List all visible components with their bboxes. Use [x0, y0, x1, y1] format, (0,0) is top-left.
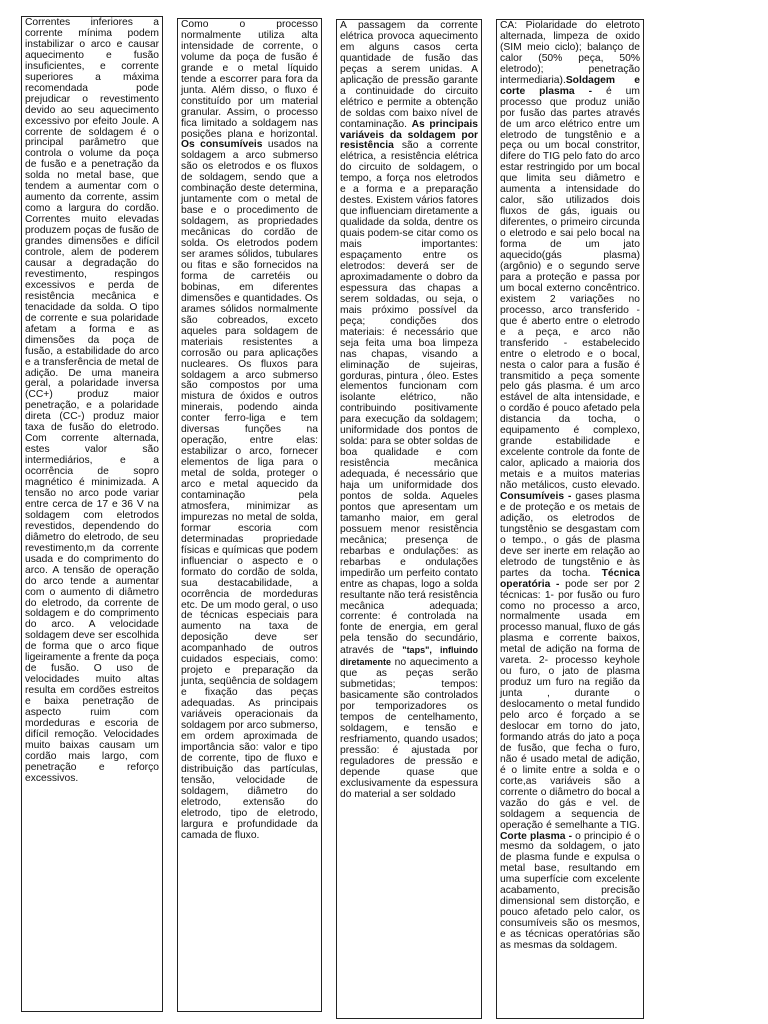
bold-heading-text: Corte plasma - — [500, 830, 573, 842]
column-paragraph — [181, 20, 318, 841]
column-paragraph — [25, 18, 159, 785]
column-paragraph — [500, 21, 640, 952]
body-text: pode ser por 2 técnicas: 1- por fusão ou furo como no processo a arco, normalmente usada em processo manual, fluxo de gás plasma e corrente baixos, metal de adição na forma de vareta. 2- processo keyhole ou furo, o jato de plasma produz um furo na região da junta , durante o deslocamento o metal fundido pelo arco é forçado a se deslocar em torno do jato, formando atrás do jato a poça de fusão, que fecha o furo, não é usado metal de adição, é o limite entre a solda e o corte,as variáveis são a corrente o diâmetro do bocal a vazão do gás e vel. de soldagem a sequencia de operação é semelhante a TIG. — [500, 578, 640, 831]
bold-heading-text: As principais variáveis da soldagem por resistência — [340, 118, 478, 152]
body-text: CA: Piolaridade do eletroto alternada, limpeza de oxido (SIM meio ciclo); balanço de calor (50% peça, 50% eletrodo); penetração intermediaria). — [500, 20, 640, 86]
text-column-4 — [496, 19, 644, 1019]
body-text: gases plasma e de proteção e os metais de adição, os eletrodos de tungstênio se desgastam com o tempo., o gás de plasma deve ser inerte em relação ao eletrodo de tungstênio e às partes da tocha. — [500, 490, 640, 579]
body-text: Correntes inferiores a corrente mínima podem instabilizar o arco e causar aquecimento e fusão insuficientes, e corrente superiores a máxima recomendada pode prejudicar o revestimento devido ao seu aquecimento excessivo por efeito Joule. A corrente de soldagem é o principal parâmetro que controla o volume da poça de fusão e a penetração da solda no metal base, que tendem a aumentar com o aumento da corrente, assim como a largura do cordão. Correntes muito elevadas produzem poças de fusão de grandes dimensões e difícil controle, alem de poderem causar a degradação do revestimento, respingos excessivos e perda de resistência mecânica e tenacidade da solda. O tipo de corrente e sua polaridade afetam a forma e as dimensões da poça de fusão, a estabilidade do arco e a transferência de metal de adição. De uma maneira geral, a polaridade inversa (CC+) produz maior penetração, e a polaridade direta (CC-) produz maior taxa de fusão do eletrodo. Com corrente alternada, estes valor são intermediários, e a ocorrência de sopro magnético é minimizada. A tensão no arco pode variar entre cerca de 17 e 36 V na soldagem com eletrodos revestidos, dependendo do diâmetro do eletrodo, de seu revestimento,m da corrente usada e do comprimento do arco. A tensão de operação do arco tende a aumentar com o aumento di diâmetro do eletrodo, da corrente de soldagem e do comprimento do arco. A velocidade soldagem deve ser escolhida de forma que o arco fique ligeiramente a frente da poça de fusão. O uso de velocidades muito altas resulta em cordões estreitos e baixa penetração de aspecto ruim com mordeduras e escoria de difícil remoção. Velocidades muito baixas causam um cordão mais largo, com penetração e reforço excessivos. — [25, 17, 159, 784]
body-text: é um processo que produz união por fusão das partes através de um arco elétrico entre um eletrodo de tungstênio e a peça ou um bocal constritor, difere do TIG pelo fato do arco estar restringido por um bocal que limita seu diâmetro e aumenta a intensidade do calor, são utilizados dois fluxos de gás, iguais ou diferentes, o primeiro circunda o eletrodo e sai pelo bocal na forma de um jato aquecido(gás plasma) (argônio) e o segundo serve para a proteção e passa por um bocal externo concêntrico. existem 2 variações no processo, arco transferido - que é aberto entre o eletrodo e a peça, e arco não transferido - estabelecido entre o eletrodo e o bocal, nesta o calor para a fusão é transmitido a peça somente pelo gás plasma. é um arco estável de alta intensidade, e o cordão é pouco afetado pela distancia da tocha, o equipamento é complexo, grande estabilidade e excelente controle da fonte de calor, aplicado a maioria dos metais e a muitos materias não metálicos, custo elevado. — [500, 85, 640, 492]
bold-heading-text: Consumíveis - — [500, 490, 572, 502]
body-text: usados na soldagem a arco submerso são os eletrodos e os fluxos de soldagem, sendo que a combinação deste determina, juntamente com o metal de base e o procedimento de soldagem, as propriedades mecânicas do cordão de solda. Os eletrodos podem ser arames sólidos, tubulares ou fitas e são fornecidos na forma de carretéis ou bobinas, em diferentes dimensões e quantidades. Os arames sólidos normalmente são cobreados, exceto aqueles para soldagem de materiais resistentes a corrosão ou para aplicações nucleares. Os fluxos para soldagem a arco submerso são compostos por uma mistura de óxidos e outros minerais, podendo ainda conter ferro-liga e tem diversas funções na operação, entre elas: estabilizar o arco, fornecer elementos de liga para o metal de solda, proteger o arco e metal aquecido da contaminação pela atmosfera, minimizar as impurezas no metal de solda, formar escoria com determinadas propriedade físicas e químicas que podem influenciar o aspecto e o formato do cordão de solda, sua destacabilidade, a ocorrência de mordeduras etc. De um modo geral, o uso de técnicas especiais para aumento na taxa de deposição deve ser acompanhado de outros cuidados especiais, como: projeto e preparação da junta, seqüência de soldagem e fixação das peças adequadas. As principais variáveis operacionais da soldagem por arco submerso, em ordem aproximada de importância são: valor e tipo de corrente, tipo de fluxo e distribuição das partículas, tensão, velocidade de soldagem, diâmetro do eletrodo, extensão do eletrodo, tipo de eletrodo, largura e profundidade da camada de fluxo. — [181, 139, 318, 841]
body-text: A passagem da corrente elétrica provoca aquecimento em alguns casos certa quantidade de fusão das peças a serem unidas. A aplicação de pressão garante a continuidade do circuito elétrico e permite a obtenção de soldas com baixo nível de contaminação. — [340, 20, 478, 130]
bold-heading-text: Técnica operatória - — [500, 567, 640, 590]
text-column-1 — [21, 16, 163, 1012]
bold-heading-text: "taps", influindo diretamente — [340, 645, 478, 668]
body-text: no aquecimento a que as peças serão submetidas; tempos: basicamente são controlados por temporizadores os tempos de centelhamento, soldagem, e tensão e resfriamento, quando usados; pressão: é ajustada por reguladores de pressão e depende quase que exclusivamente da espessura do material a ser soldado — [340, 657, 478, 800]
body-text: são a corrente elétrica, a resistência elétrica do circuito de soldagem, o tempo, a força nos eletrodos e a forma e a preparação destes. Existem vários fatores que influenciam diretamente a qualidade da solda, dentre os quais podem-se citar como os mais importantes: espaçamento entre os eletrodos: deverá ser de aproximadamente o dobro da espessura das chapas a serem soldadas, ou seja, o mais próximo possível da peça; condições dos materiais: é necessário que seja feita uma boa limpeza nas chapas, visando a eliminação de sujeiras, gorduras, pintura , óleo. Estes elementos funcionam com isolante elétrico, não contribuindo positivamente para execução da soldagem; uniformidade dos pontos de solda: para se obter soldas de boa qualidade e com resistência mecânica adequada, é necessário que haja um uniformidade dos pontos de solda. Aqueles pontos que apresentam um tamanho maior, em geral possuem menor resistência mecânica; presença de rebarbas e ondulações: as rebarbas e ondulações impedirão um perfeito contato entre as chapas, logo a solda resultante não terá resistência mecânica adequada; corrente: é controlada na fonte de energia, em geral pela tensão do secundário, através de — [340, 140, 478, 657]
body-text: o principio é o mesmo da soldagem, o jato de plasma funde e expulsa o metal base, resultando em uma superfície com excelente acabamento, precisão dimensional sem distorção, e pouco afetado pelo calor, os consumíveis são os mesmos, e as técnicas operatórias são as mesmas da soldagem. — [500, 830, 640, 952]
bold-heading-text: Soldagem e corte plasma - — [500, 74, 640, 97]
text-column-2 — [177, 18, 322, 1012]
body-text: Como o processo normalmente utiliza alta intensidade de corrente, o volume da poça de fusão é grande e o metal líquido tende a escorrer para fora da junta. Além disso, o fluxo é constituído por um material granular. Assim, o processo fica limitado a soldagem nas posições plana e horizontal. — [181, 19, 318, 140]
column-paragraph — [340, 21, 478, 801]
text-column-3 — [336, 19, 482, 1019]
bold-heading-text: Os consumíveis — [181, 139, 263, 151]
